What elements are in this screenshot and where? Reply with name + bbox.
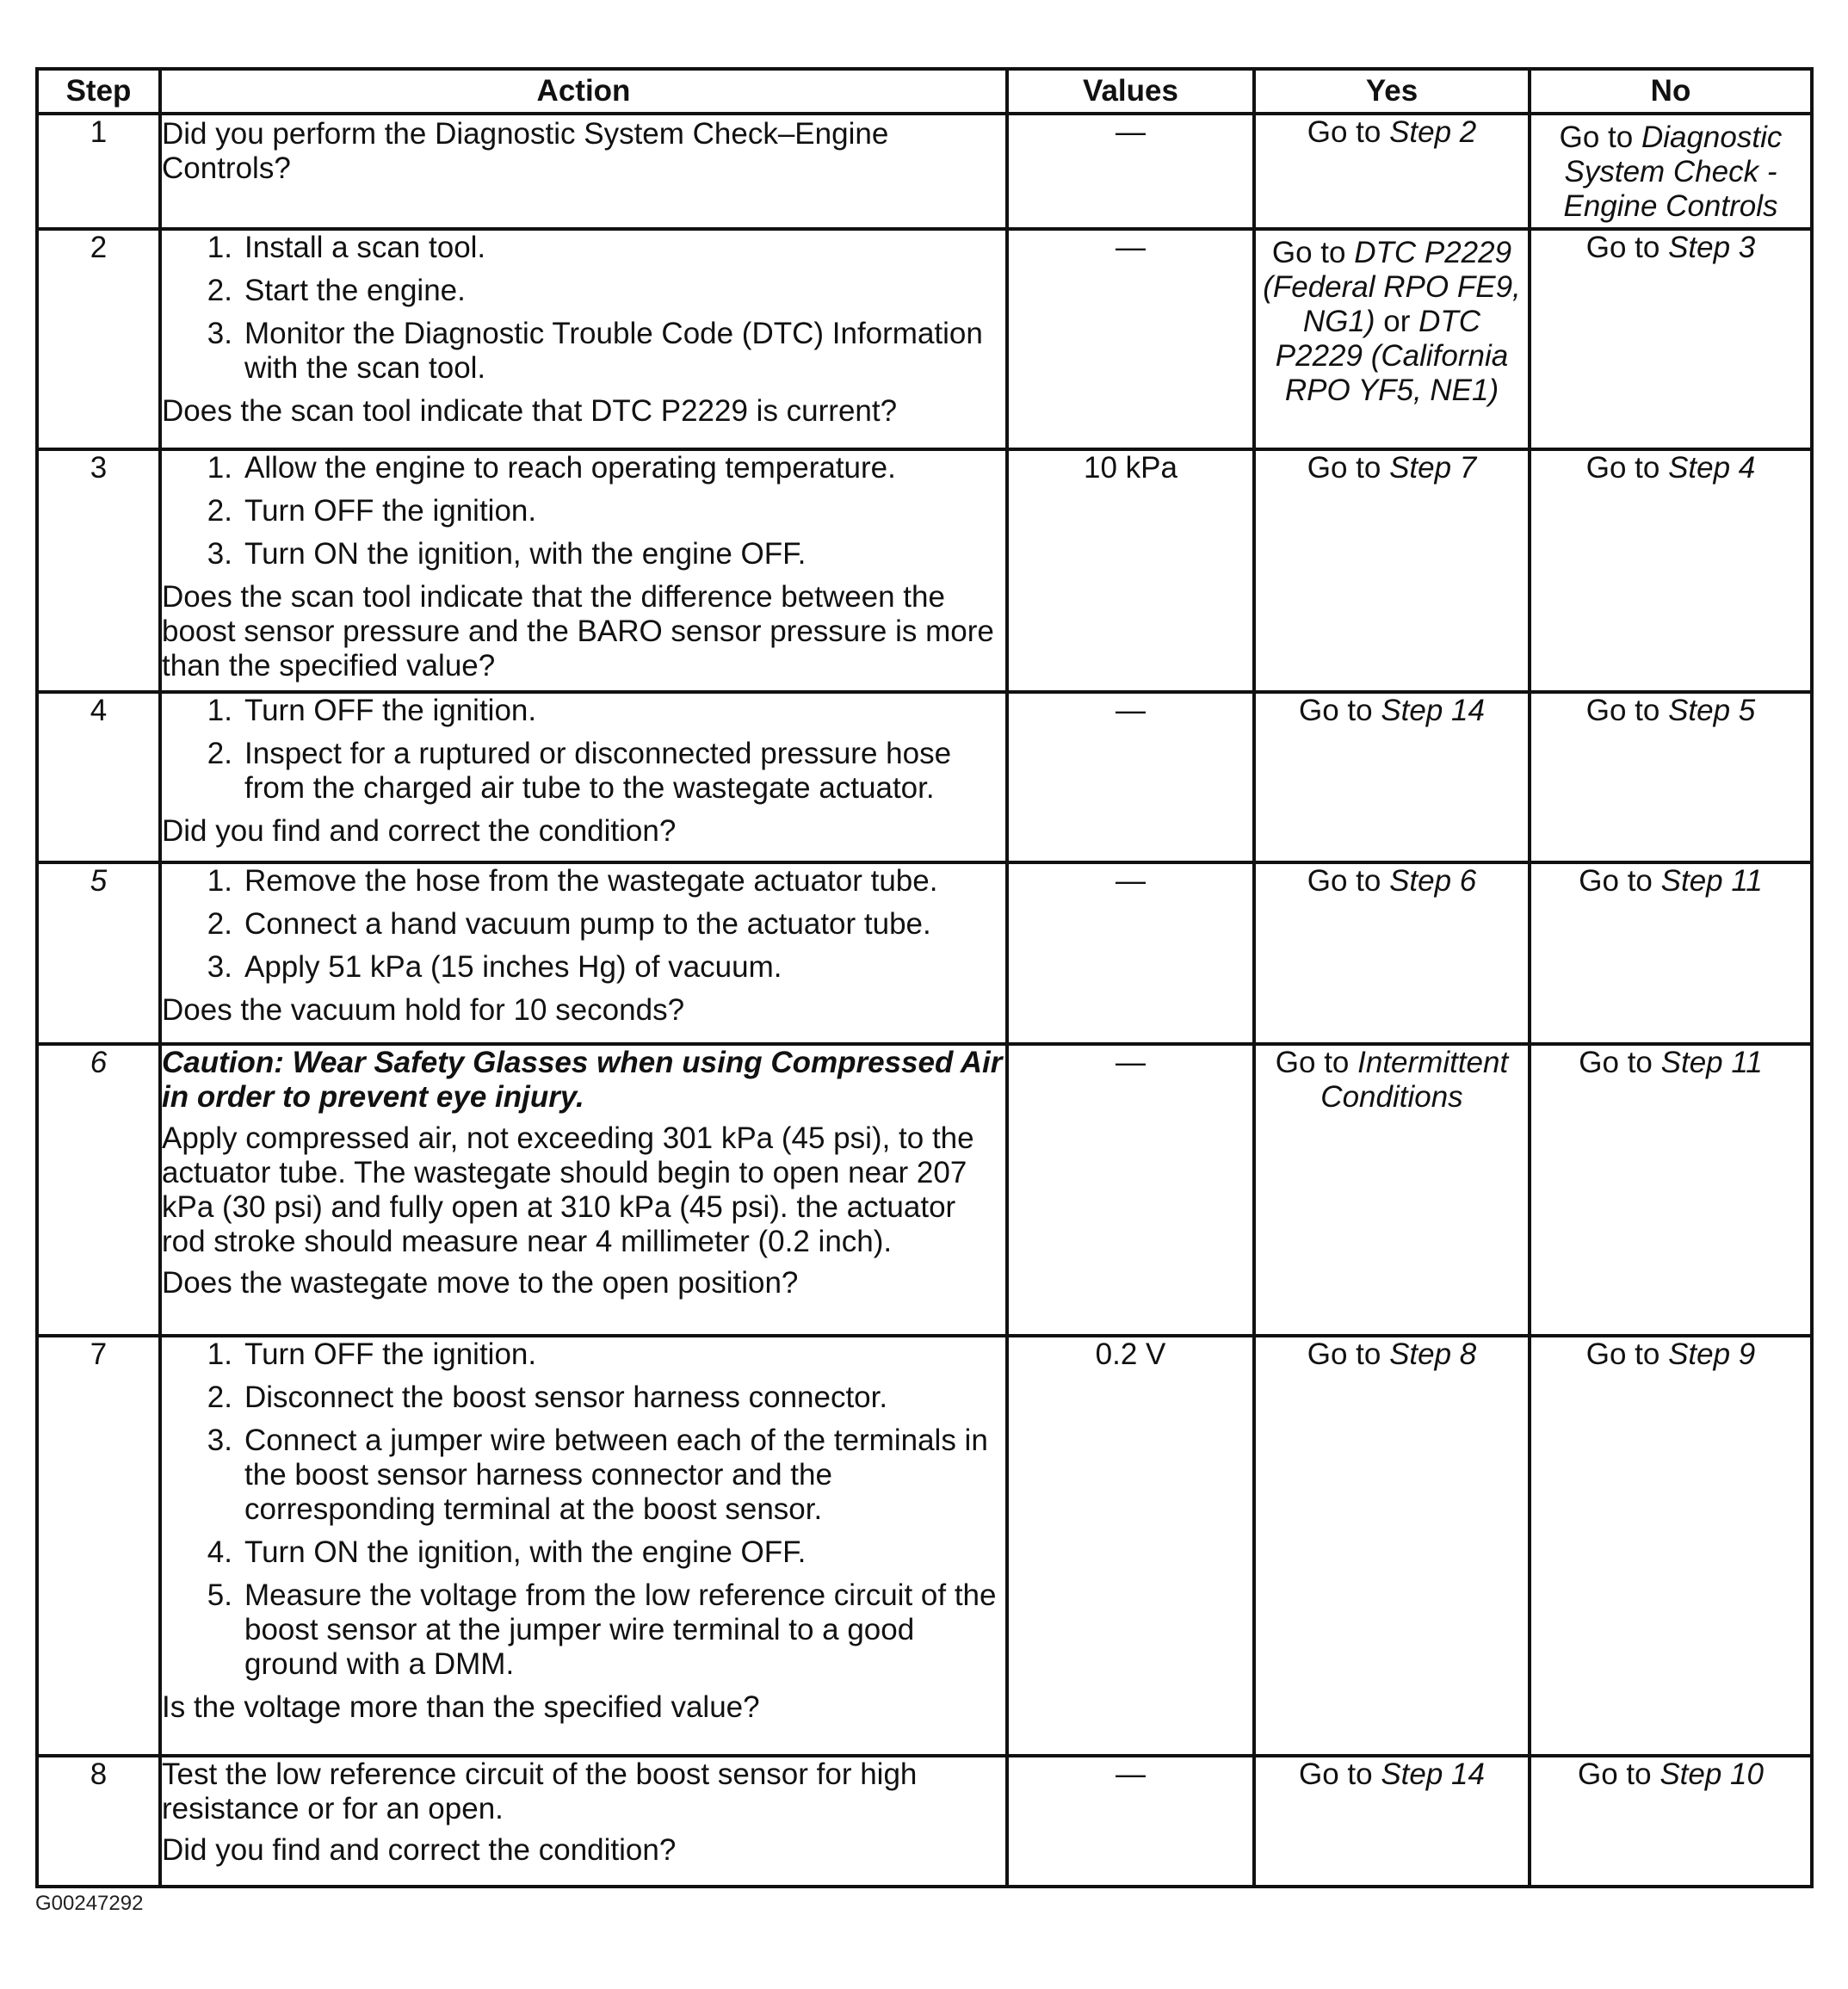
step-number: 1 — [37, 114, 160, 229]
action-question: Is the voltage more than the specified value? — [162, 1690, 760, 1724]
yes-cell — [1254, 692, 1530, 862]
yes-cell — [1254, 1756, 1530, 1887]
yes-cell — [1254, 449, 1530, 692]
table-row — [37, 862, 1812, 1044]
yes-prefix: Go to — [1307, 1337, 1390, 1371]
action-question: Does the scan tool indicate that DTC P2229 is current? — [162, 394, 898, 428]
no-prefix: Go to — [1585, 451, 1669, 485]
table-row — [37, 1044, 1812, 1336]
yes-link[interactable]: DTC P2229 (Federal RPO FE9, NG1) — [1263, 236, 1521, 338]
yes-prefix: Go to — [1271, 236, 1355, 269]
action-step-item: 1. Turn OFF the ignition. — [207, 1337, 537, 1371]
yes-cell — [1254, 229, 1530, 449]
action-steps — [162, 864, 1005, 985]
yes-link[interactable]: Step 14 — [1381, 1757, 1485, 1791]
action-steps — [162, 231, 1005, 386]
header-step: Step — [37, 69, 160, 114]
action-step-item: 3. Turn ON the ignition, with the engine OFF. — [207, 537, 807, 571]
yes-link[interactable]: Step 14 — [1381, 694, 1485, 727]
step-number: 7 — [37, 1336, 160, 1756]
action-steps — [162, 1337, 1005, 1682]
action-step-item: 2. Disconnect the boost sensor harness connector. — [207, 1381, 888, 1414]
action-question: Does the scan tool indicate that the difference between the boost sensor pressure and the BARO sensor pressure is more than the specified value? — [162, 580, 994, 683]
no-link[interactable]: Step 3 — [1668, 231, 1756, 264]
action-step-item: 2. Connect a hand vacuum pump to the actuator tube. — [207, 907, 931, 941]
header-row — [37, 69, 1812, 114]
yes-cell — [1254, 1336, 1530, 1756]
action-question: Did you find and correct the condition? — [162, 814, 677, 848]
no-prefix: Go to — [1585, 1337, 1669, 1371]
no-cell — [1530, 1756, 1812, 1887]
no-prefix: Go to — [1578, 1757, 1660, 1791]
no-prefix: Go to — [1579, 1046, 1661, 1079]
no-link[interactable]: Step 11 — [1660, 864, 1763, 898]
value-cell: — — [1007, 114, 1254, 229]
action-question: Does the wastegate move to the open position? — [162, 1266, 799, 1300]
action-steps — [162, 694, 1005, 806]
value-cell: — — [1007, 1044, 1254, 1336]
no-cell — [1530, 692, 1812, 862]
value-cell: — — [1007, 229, 1254, 449]
value-cell: — — [1007, 1756, 1254, 1887]
yes-cell — [1254, 862, 1530, 1044]
action-cell — [160, 1756, 1007, 1887]
no-link[interactable]: Step 11 — [1660, 1046, 1763, 1079]
yes-connector: or — [1375, 305, 1419, 338]
yes-link-alt[interactable]: DTC P2229 (California RPO YF5, NE1) — [1275, 305, 1509, 407]
action-step-item: 3. Connect a jumper wire between each of the terminals in the boost sensor harness connector and the corresponding terminal at the boost sensor. — [207, 1424, 988, 1526]
step-number: 8 — [37, 1756, 160, 1887]
step-number: 3 — [37, 449, 160, 692]
step-number: 4 — [37, 692, 160, 862]
table-row — [37, 114, 1812, 229]
no-cell — [1530, 1336, 1812, 1756]
diagnostic-table — [35, 67, 1814, 1888]
yes-link[interactable]: Step 6 — [1389, 864, 1477, 898]
value-cell: — — [1007, 692, 1254, 862]
value-cell: 10 kPa — [1007, 449, 1254, 692]
yes-link[interactable]: Step 2 — [1389, 115, 1477, 149]
action-question: Did you perform the Diagnostic System Check–Engine Controls? — [162, 117, 889, 185]
no-link[interactable]: Step 4 — [1668, 451, 1756, 485]
step-number: 6 — [37, 1044, 160, 1336]
action-step-item: 3. Monitor the Diagnostic Trouble Code (DTC) Information with the scan tool. — [207, 317, 983, 385]
action-cell — [160, 692, 1007, 862]
header-no: No — [1530, 69, 1812, 114]
table-row — [37, 1756, 1812, 1887]
no-link[interactable]: Step 9 — [1668, 1337, 1756, 1371]
action-paragraph: Test the low reference circuit of the boost sensor for high resistance or for an open. — [162, 1757, 918, 1825]
no-prefix: Go to — [1579, 864, 1661, 898]
no-cell — [1530, 114, 1812, 229]
caution-note: Caution: Wear Safety Glasses when using Compressed Air in order to prevent eye injury. — [162, 1046, 1003, 1114]
value-cell: — — [1007, 862, 1254, 1044]
yes-prefix: Go to — [1307, 115, 1390, 149]
no-prefix: Go to — [1585, 231, 1669, 264]
action-cell — [160, 1044, 1007, 1336]
yes-prefix: Go to — [1307, 451, 1390, 485]
action-step-item: 4. Turn ON the ignition, with the engine OFF. — [207, 1535, 807, 1569]
no-link[interactable]: Step 5 — [1668, 694, 1756, 727]
action-question: Did you find and correct the condition? — [162, 1833, 677, 1867]
action-step-item: 1. Turn OFF the ignition. — [207, 694, 537, 727]
action-step-item: 1. Remove the hose from the wastegate actuator tube. — [207, 864, 938, 898]
value-cell: 0.2 V — [1007, 1336, 1254, 1756]
no-cell — [1530, 862, 1812, 1044]
no-link[interactable]: Step 10 — [1659, 1757, 1764, 1791]
figure-id: G00247292 — [35, 1892, 144, 1915]
table-row — [37, 1336, 1812, 1756]
no-prefix: Go to — [1559, 120, 1641, 154]
no-cell — [1530, 449, 1812, 692]
action-cell — [160, 862, 1007, 1044]
action-step-item: 1. Allow the engine to reach operating temperature. — [207, 451, 896, 485]
action-paragraph: Apply compressed air, not exceeding 301 kPa (45 psi), to the actuator tube. The wastegate should begin to open near 207 kPa (30 psi) and fully open at 310 kPa (45 psi). the actuator rod stroke should measure near 4 millimeter (0.2 inch). — [162, 1121, 974, 1258]
action-step-item: 2. Turn OFF the ignition. — [207, 494, 537, 528]
action-step-item: 1. Install a scan tool. — [207, 231, 486, 264]
step-number: 2 — [37, 229, 160, 449]
no-cell — [1530, 1044, 1812, 1336]
step-number: 5 — [37, 862, 160, 1044]
yes-link[interactable]: Step 8 — [1389, 1337, 1477, 1371]
action-cell — [160, 229, 1007, 449]
action-step-item: 2. Inspect for a ruptured or disconnected pressure hose from the charged air tube to the wastegate actuator. — [207, 737, 952, 805]
no-prefix: Go to — [1585, 694, 1669, 727]
table-row — [37, 449, 1812, 692]
header-action: Action — [160, 69, 1007, 114]
action-steps — [162, 451, 1005, 571]
yes-cell — [1254, 114, 1530, 229]
action-question: Does the vacuum hold for 10 seconds? — [162, 993, 685, 1027]
no-link[interactable]: Diagnostic System Check - Engine Controls — [1563, 120, 1783, 223]
header-yes: Yes — [1254, 69, 1530, 114]
header-values: Values — [1007, 69, 1254, 114]
yes-link[interactable]: Intermittent Conditions — [1320, 1046, 1509, 1114]
no-cell — [1530, 229, 1812, 449]
action-step-item: 3. Apply 51 kPa (15 inches Hg) of vacuum. — [207, 950, 782, 984]
yes-prefix: Go to — [1307, 864, 1390, 898]
table-row — [37, 692, 1812, 862]
yes-prefix: Go to — [1275, 1046, 1358, 1079]
yes-cell — [1254, 1044, 1530, 1336]
yes-prefix: Go to — [1299, 694, 1381, 727]
yes-prefix: Go to — [1299, 1757, 1381, 1791]
table-row — [37, 229, 1812, 449]
action-step-item: 5. Measure the voltage from the low reference circuit of the boost sensor at the jumper wire terminal to a good ground with a DMM. — [207, 1578, 997, 1681]
yes-link[interactable]: Step 7 — [1389, 451, 1477, 485]
action-cell — [160, 1336, 1007, 1756]
action-cell — [160, 114, 1007, 229]
action-cell — [160, 449, 1007, 692]
action-step-item: 2. Start the engine. — [207, 274, 466, 307]
